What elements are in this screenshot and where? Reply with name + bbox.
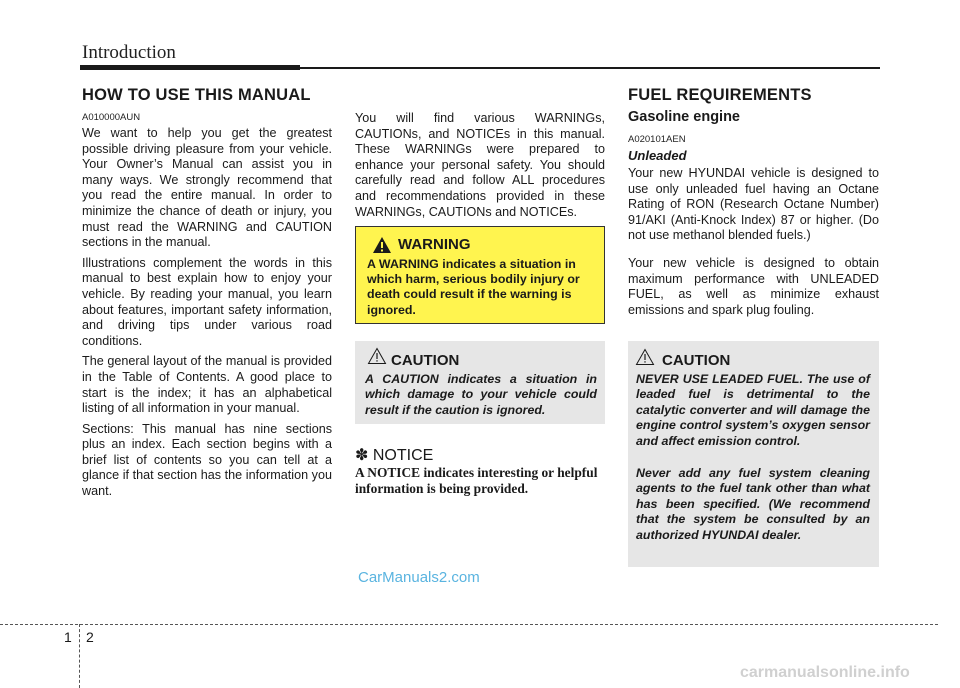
section-number: 1 (64, 629, 72, 645)
caution-box-fuel (628, 341, 879, 567)
notice-title: ✽ NOTICE (355, 447, 434, 464)
middle-paragraph: You will find various WARNINGs, CAUTIONs, and NOTICEs in this manual. These WARNINGs were prepared to enhance your personal safety. You should carefully read and follow ALL procedures and recommendations provided in these WARNINGs, CAUTIONs and NOTICEs. (355, 111, 605, 219)
left-code: A010000AUN (82, 112, 141, 123)
notice-text: A NOTICE indicates interesting or helpful information is being provided. (355, 465, 598, 496)
fuel-requirements-heading: FUEL REQUIREMENTS (628, 86, 812, 104)
page-number-divider (79, 624, 80, 688)
fuel-caution-title: CAUTION (662, 352, 731, 369)
header-rule-thick (80, 65, 300, 70)
left-body (82, 126, 332, 505)
watermark-bottom[interactable]: carmanualsonline.info (740, 664, 910, 681)
gasoline-engine-heading: Gasoline engine (628, 109, 740, 125)
fuel-caution-text-1: NEVER USE LEADED FUEL. The use of leaded fuel is detrimental to the catalytic converter and will damage the engine control system’s oxygen sensor and affect emission control. (636, 372, 870, 448)
right-paragraph-1: Your new HYUNDAI vehicle is designed to use only unleaded fuel having an Octane Rating of RON (Research Octane Number) 91/AKI (Anti-Knock Index) 87 or higher. (Do not use methanol blended fuels.) (628, 166, 879, 243)
caution-triangle-icon (635, 348, 655, 366)
left-paragraph-2: Illustrations complement the words in this manual to best explain how to enjoy your vehicle. By reading your manual, you learn about features, important safety information, and driving tips under various road conditions. (82, 255, 332, 348)
how-to-use-heading: HOW TO USE THIS MANUAL (82, 86, 311, 104)
caution-title: CAUTION (391, 352, 460, 369)
warning-title: WARNING (398, 236, 471, 253)
left-paragraph-4: Sections: This manual has nine sections plus an index. Each section begins with a brief list of contents so you can tell at a glance if that section has the information you want. (82, 421, 332, 499)
middle-body (355, 111, 605, 225)
caution-text: A CAUTION indicates a situation in which damage to your vehicle could result if the caution is ignored. (365, 372, 597, 417)
left-paragraph-1: We want to help you get the greatest possible driving pleasure from your vehicle. Your Owner’s Manual can assist you in many ways. We strongly recommend that you read the entire manual. In order to minimize the chance of death or injury, you must read the WARNING and CAUTION sections in the manual. (82, 126, 332, 250)
fuel-caution-text-2: Never add any fuel system cleaning agents to the fuel tank other than what has been specified. (We recommend that the system be consulted by an authorized HYUNDAI dealer. (636, 466, 870, 542)
caution-box-general (355, 341, 605, 424)
right-body (628, 166, 879, 323)
warning-text: A WARNING indicates a situation in which harm, serious bodily injury or death could result if the warning is ignored. (367, 257, 580, 317)
right-paragraph-2: Your new vehicle is designed to obtain maximum performance with UNLEADED FUEL, as well as minimize exhaust emissions and spark plug fouling. (628, 255, 879, 317)
watermark-top[interactable]: CarManuals2.com (358, 569, 480, 586)
warning-triangle-icon (372, 236, 392, 254)
running-header: Introduction (82, 42, 176, 63)
warning-box (355, 226, 605, 324)
unleaded-heading: Unleaded (628, 148, 687, 163)
caution-triangle-icon (367, 347, 387, 365)
right-code: A020101AEN (628, 134, 686, 145)
left-paragraph-3: The general layout of the manual is provided in the Table of Contents. A good place to start is the index; it has an alphabetical listing of all information in your manual. (82, 354, 332, 416)
footer-dashed-rule (0, 624, 938, 625)
header-rule-thin (300, 67, 880, 69)
page-number: 2 (86, 629, 94, 645)
